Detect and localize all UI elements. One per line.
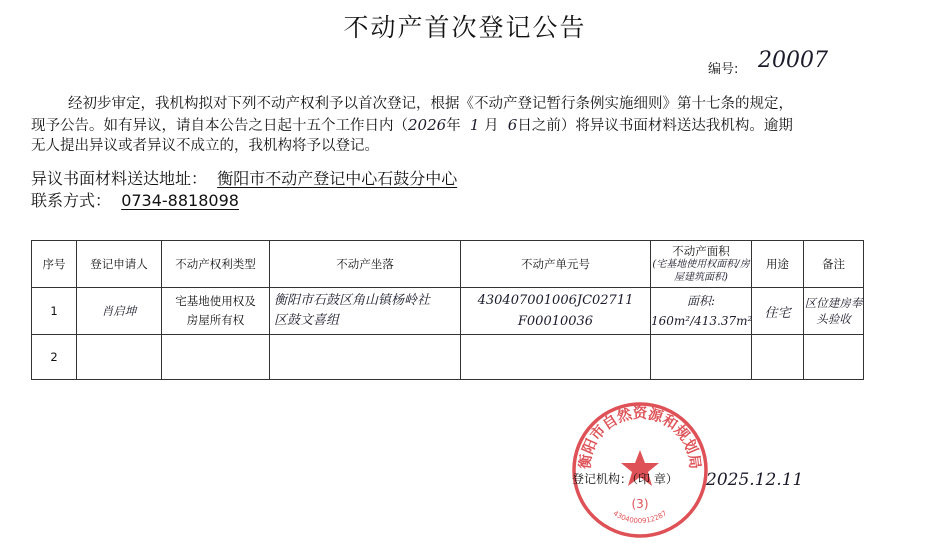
header-remark: 备注 — [804, 241, 864, 288]
header-usage: 用途 — [752, 241, 804, 288]
registration-table — [31, 240, 864, 380]
contact-info — [31, 188, 239, 211]
row-1-no: 1 — [32, 288, 77, 335]
notice-line-2-end: 日之前）将异议书面材料送达我机构。逾期 — [517, 118, 793, 134]
row-1-area-value: 160m²/413.37m² — [651, 314, 753, 328]
row-1-applicant: 肖启坤 — [77, 288, 162, 335]
header-area-note: (宅基地使用权面积/房屋建筑面积) — [652, 258, 750, 283]
row-2-usage — [752, 335, 804, 380]
deadline-year: 2026 — [408, 116, 447, 134]
row-1-unit-no-line-2: F00010036 — [517, 314, 594, 329]
row-2-unit-no — [461, 335, 651, 380]
seal-text: 衡阳市自然资源和规划局 — [576, 404, 704, 470]
row-1-right-type-line-2: 房屋所有权 — [186, 313, 245, 327]
seal-code: 4304000912287 — [611, 509, 669, 526]
table-header-row — [32, 241, 864, 288]
table-row — [32, 335, 864, 380]
registration-agency-signature-label: 登记机构：（印 章） — [572, 472, 678, 486]
header-area-label: 不动产面积 — [672, 243, 730, 258]
row-1-unit-no — [461, 288, 651, 335]
row-1-usage: 住宅 — [752, 288, 804, 335]
header-right-type: 不动产权利类型 — [162, 241, 270, 288]
row-2-remark — [804, 335, 864, 380]
row-1-right-type — [162, 288, 270, 335]
deadline-day: 6 — [507, 116, 518, 134]
header-unit-no: 不动产单元号 — [461, 241, 651, 288]
row-1-location — [270, 288, 461, 335]
month-unit: 月 — [484, 118, 499, 134]
year-unit: 年 — [446, 118, 461, 134]
address-value: 衡阳市不动产登记中心石鼓分中心 — [217, 169, 458, 188]
row-1-area — [651, 288, 752, 335]
header-no: 序号 — [32, 241, 77, 288]
row-1-location-line-2: 区鼓文喜组 — [274, 313, 340, 328]
contact-label: 联系方式： — [31, 191, 112, 210]
table-row — [32, 288, 864, 335]
notice-line-3: 无人提出异议或者异议不成立的，我机构将予以登记。 — [31, 138, 379, 154]
row-1-area-label: 面积: — [686, 294, 716, 308]
objection-address — [31, 166, 457, 189]
doc-number-value: 20007 — [758, 48, 828, 73]
notice-line-1: 经初步审定，我机构拟对下列不动产权利予以首次登记，根据《不动产登记暂行条例实施细则》第十七条的规定， — [68, 96, 793, 112]
row-1-unit-no-line-1: 430407001006JC02711 — [477, 293, 634, 308]
row-1-location-line-1: 衡阳市石鼓区角山镇杨岭社 — [274, 293, 431, 308]
row-2-applicant — [77, 335, 162, 380]
address-label: 异议书面材料送达地址： — [31, 169, 208, 188]
notice-title: 不动产首次登记公告 — [343, 13, 587, 42]
header-applicant: 登记申请人 — [77, 241, 162, 288]
header-area — [651, 241, 752, 288]
row-1-remark: 区位建房奉头验收 — [804, 288, 864, 335]
notice-line-2 — [31, 115, 793, 137]
seal-number: (3) — [631, 497, 649, 511]
doc-number-label: 编号: — [708, 62, 739, 77]
row-2-no: 2 — [32, 335, 77, 380]
header-location: 不动产坐落 — [270, 241, 461, 288]
notice-line-2-start: 现予公告。如有异议，请自本公告之日起十五个工作日内（ — [31, 118, 408, 134]
row-2-area — [651, 335, 752, 380]
row-1-right-type-line-1: 宅基地使用权及 — [175, 294, 256, 308]
row-2-right-type — [162, 335, 270, 380]
signature-date: 2025.12.11 — [706, 470, 804, 490]
deadline-month: 1 — [469, 116, 480, 134]
row-2-location — [270, 335, 461, 380]
contact-value: 0734-8818098 — [121, 191, 239, 210]
